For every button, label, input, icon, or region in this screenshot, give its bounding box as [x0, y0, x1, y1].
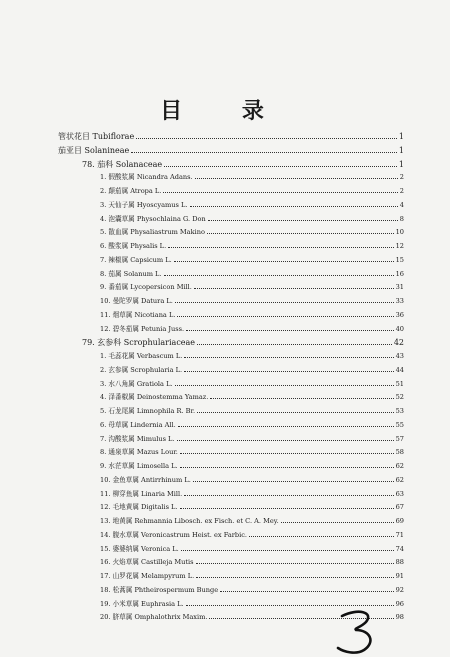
toc-entry [100, 311, 404, 320]
dot-leader [180, 503, 394, 509]
toc-entry-page: 36 [395, 310, 404, 319]
toc-entry-label: 20. 脐草属 Omphalothrix Maxim. [100, 613, 208, 622]
toc-entry-page: 62 [395, 462, 404, 470]
dot-leader [186, 600, 394, 606]
dot-leader [180, 448, 394, 454]
dot-leader [164, 161, 397, 167]
toc-entry [58, 132, 404, 141]
toc-entry-page: 1 [398, 132, 404, 141]
toc-entry-page: 96 [395, 599, 404, 608]
toc-entry-page: 55 [395, 420, 404, 429]
toc-entry-page: 40 [395, 324, 404, 333]
toc-entry [100, 187, 404, 196]
toc-entry-page: 62 [395, 475, 404, 484]
toc-entry [100, 545, 404, 554]
toc-entry-page: 51 [395, 379, 404, 388]
toc-entry-label: 1. 毛蕊花属 Verbascum L. [100, 352, 183, 360]
toc-entry-label: 78. 茄科 Solanaceae [82, 159, 163, 169]
toc-entry-page: 16 [395, 269, 404, 278]
toc-entry-label: 11. 烟草属 Nicotiana L. [100, 310, 176, 319]
toc-entry-page: 10 [395, 228, 404, 237]
toc-entry-label: 18. 松蒿属 Phtheirospermum Bunge [100, 585, 219, 594]
dot-leader [208, 215, 398, 221]
toc-entry [100, 448, 404, 457]
toc-entry-label: 17. 山罗花属 Melampyrum L. [100, 572, 195, 580]
toc-entry-label: 8. 茄属 Solanum L. [100, 269, 162, 278]
dot-leader [184, 352, 393, 358]
toc-entry [100, 393, 404, 402]
toc-entry-page: 57 [395, 434, 404, 443]
dot-leader [184, 366, 393, 372]
toc-entry-label: 5. 散血属 Physaliastrum Makino [100, 228, 205, 237]
toc-entry-label: 12. 毛地黄属 Digitalis L. [100, 503, 178, 512]
dot-leader [175, 380, 394, 386]
toc-entry [100, 503, 404, 512]
toc-entry [100, 407, 404, 416]
toc-entry-label: 6. 母草属 Lindernia All. [100, 420, 176, 429]
toc-entry [100, 421, 404, 430]
dot-leader [249, 531, 394, 537]
toc-entry-page: 44 [395, 365, 404, 374]
toc-entry-label: 2. 颠茄属 Atropa L. [100, 187, 162, 195]
toc-entry-page: 2 [399, 187, 404, 195]
toc-entry-page: 33 [395, 297, 404, 305]
toc-entry-page: 2 [399, 173, 404, 182]
toc-entry [100, 380, 404, 389]
toc-entry-label: 19. 小米草属 Euphrasia L. [100, 599, 184, 608]
dot-leader [195, 173, 398, 179]
toc-entry-page: 1 [398, 159, 404, 169]
dot-leader [190, 201, 398, 207]
toc-entry-page: 43 [395, 352, 404, 360]
dot-leader [168, 242, 393, 248]
toc-entry [100, 572, 404, 581]
toc-entry-label: 7. 沟酸浆属 Mimulus L. [100, 434, 175, 443]
toc-entry-label: 7. 辣椒属 Capsicum L. [100, 255, 172, 264]
toc-entry [100, 173, 404, 182]
toc-entry-page: 52 [395, 393, 404, 402]
dot-leader [178, 421, 394, 427]
toc-entry [100, 558, 404, 567]
toc-entry [100, 352, 404, 361]
toc-entry [100, 242, 404, 251]
handwritten-page-mark [330, 608, 390, 656]
dot-leader [220, 586, 393, 592]
dot-leader [181, 545, 394, 551]
toc-entry-label: 3. 水八角属 Gratiola L. [100, 379, 173, 388]
toc-entry [100, 297, 404, 306]
toc-entry-label: 10. 金鱼草属 Antirrhinum L. [100, 475, 191, 484]
dot-leader [184, 490, 393, 496]
toc-entry-label: 5. 石龙尾属 Limnophila R. Br. [100, 407, 196, 415]
dot-leader [281, 517, 394, 523]
toc-entry-page: 69 [395, 517, 404, 525]
toc-entry-page: 91 [395, 572, 404, 580]
toc-entry-page: 71 [395, 530, 404, 539]
toc-entry-page: 74 [395, 544, 404, 553]
dot-leader [197, 407, 394, 413]
toc-entry-label: 4. 泡囊草属 Physochlaina G. Don [100, 214, 206, 223]
dot-leader [196, 558, 394, 564]
dot-leader [136, 133, 397, 139]
dot-leader [197, 339, 392, 345]
toc-entry-page: 63 [395, 489, 404, 498]
toc-entry [100, 228, 404, 237]
toc-entry-label: 9. 番茄属 Lycopersicon Mill. [100, 283, 192, 292]
toc-entry [100, 462, 404, 471]
toc-entry [100, 215, 404, 224]
toc-entry-page: 1 [398, 145, 404, 155]
dot-leader [164, 270, 394, 276]
toc-entry [100, 586, 404, 595]
toc-entry-label: 79. 玄参科 Scrophulariaceae [82, 338, 196, 348]
toc-entry-label: 茄亚目 Solanineae [58, 145, 130, 155]
dot-leader [180, 462, 394, 468]
toc-entry-label: 1. 假酸浆属 Nicandra Adans. [100, 173, 193, 182]
dot-leader [196, 572, 393, 578]
toc-entry [100, 366, 404, 375]
toc-entry-page: 53 [395, 407, 404, 415]
toc-entry-label: 3. 天仙子属 Hyoscyamus L. [100, 200, 188, 209]
toc-entry [100, 256, 404, 265]
dot-leader [175, 297, 394, 303]
toc-entry-label: 16. 火焰草属 Castilleja Mutis [100, 558, 194, 567]
toc-entry [100, 476, 404, 485]
toc-entry-page: 92 [395, 585, 404, 594]
toc-entry-page: 88 [395, 558, 404, 567]
toc-entry-label: 11. 柳穿鱼属 Linaria Mill. [100, 489, 183, 498]
dot-leader [210, 393, 393, 399]
toc-entry-label: 14. 腹水草属 Veronicastrum Heist. ex Farbic. [100, 530, 248, 539]
toc-entry [58, 146, 404, 155]
toc-entry [82, 338, 404, 347]
toc-entry [100, 531, 404, 540]
toc-entry-page: 67 [395, 503, 404, 512]
toc-entry-page: 4 [399, 200, 404, 209]
toc-entry-page: 58 [395, 448, 404, 457]
toc-entry-page: 15 [395, 255, 404, 264]
toc-entry-label: 管状花目 Tubiflorae [58, 132, 135, 141]
toc-entry-label: 2. 玄参属 Scrophularia L. [100, 365, 183, 374]
toc-entry [100, 325, 404, 334]
toc-entry [100, 270, 404, 279]
toc-entry-label: 9. 水茫草属 Limosella L. [100, 462, 178, 470]
page-title: 目 录 [160, 98, 290, 124]
dot-leader [193, 476, 394, 482]
dot-leader [186, 325, 393, 331]
dot-leader [207, 228, 394, 234]
toc-entry-page: 8 [399, 214, 404, 223]
toc-entry-page: 12 [395, 242, 404, 250]
dot-leader [163, 187, 397, 193]
toc-entry-label: 12. 碧冬茄属 Petunia Juss. [100, 324, 185, 333]
toc-entry-label: 13. 地黄属 Rehmannia Libosch. ex Fisch. et C. A. Mey. [100, 517, 279, 525]
toc-entry [100, 201, 404, 210]
dot-leader [131, 147, 397, 153]
dot-leader [177, 435, 394, 441]
toc-entry-label: 8. 通泉草属 Mazus Lour. [100, 448, 178, 457]
toc-entry-label: 4. 泽番椒属 Deinostemma Yamaz. [100, 393, 209, 402]
dot-leader [174, 256, 394, 262]
toc-entry [100, 517, 404, 526]
toc-entry [100, 490, 404, 499]
toc-entry-page: 98 [395, 613, 404, 622]
toc-entry-label: 15. 婆婆纳属 Veronica L. [100, 544, 179, 553]
toc-entry-page: 42 [393, 338, 404, 348]
toc-entry-label: 10. 曼陀罗属 Datura L. [100, 297, 173, 305]
toc-entry-label: 6. 酸浆属 Physalis L. [100, 242, 167, 250]
toc-entry [82, 160, 404, 169]
toc-entry-page: 31 [395, 283, 404, 292]
dot-leader [177, 311, 393, 317]
toc-entry [100, 435, 404, 444]
toc-entry [100, 283, 404, 292]
dot-leader [194, 283, 394, 289]
